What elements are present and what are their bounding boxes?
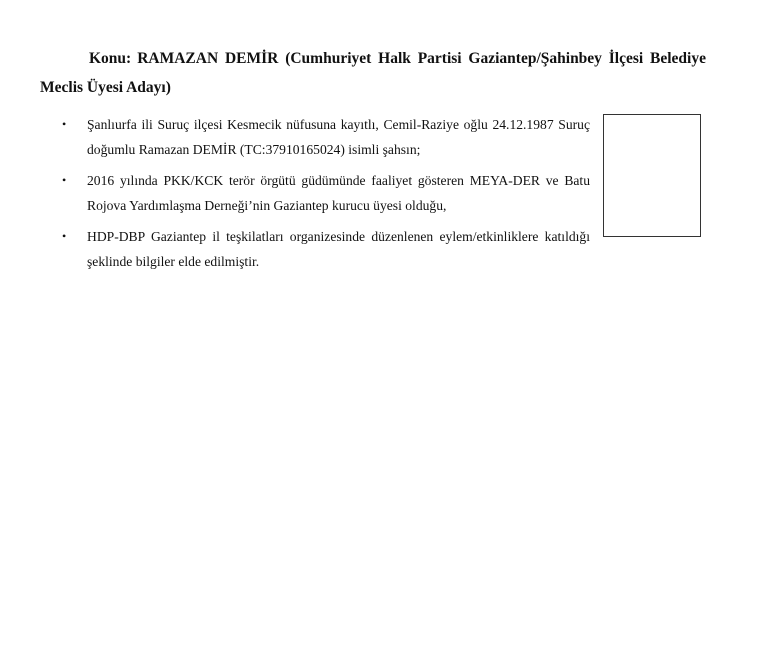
- list-item: [60, 168, 590, 218]
- subject-text: RAMAZAN DEMİR (Cumhuriyet Halk Partisi Gaziantep/Şahinbey İlçesi Belediye Meclis Üyesi Adayı): [40, 50, 706, 96]
- list-item: [60, 224, 590, 274]
- list-item-text: Şanlıurfa ili Suruç ilçesi Kesmecik nüfusuna kayıtlı, Cemil-Raziye oğlu 24.12.1987 Suruç doğumlu Ramazan DEMİR (TC:37910165024) isimli şahsın;: [87, 117, 590, 157]
- bullet-icon: •: [62, 117, 67, 131]
- list-item: [60, 112, 590, 162]
- photo-placeholder-box: [603, 114, 701, 237]
- subject-label: Konu:: [89, 50, 132, 67]
- list-item-text: HDP-DBP Gaziantep il teşkilatları organizesinde düzenlenen eylem/etkinliklere katıldığı şeklinde bilgiler elde edilmiştir.: [87, 229, 590, 269]
- subject-heading: [40, 44, 706, 102]
- bullet-icon: •: [62, 173, 67, 187]
- info-bullet-list: [60, 112, 590, 280]
- bullet-icon: •: [62, 229, 67, 243]
- list-item-text: 2016 yılında PKK/KCK terör örgütü güdümünde faaliyet gösteren MEYA-DER ve Batu Rojova Yardımlaşma Derneği’nin Gaziantep kurucu üyesi olduğu,: [87, 173, 590, 213]
